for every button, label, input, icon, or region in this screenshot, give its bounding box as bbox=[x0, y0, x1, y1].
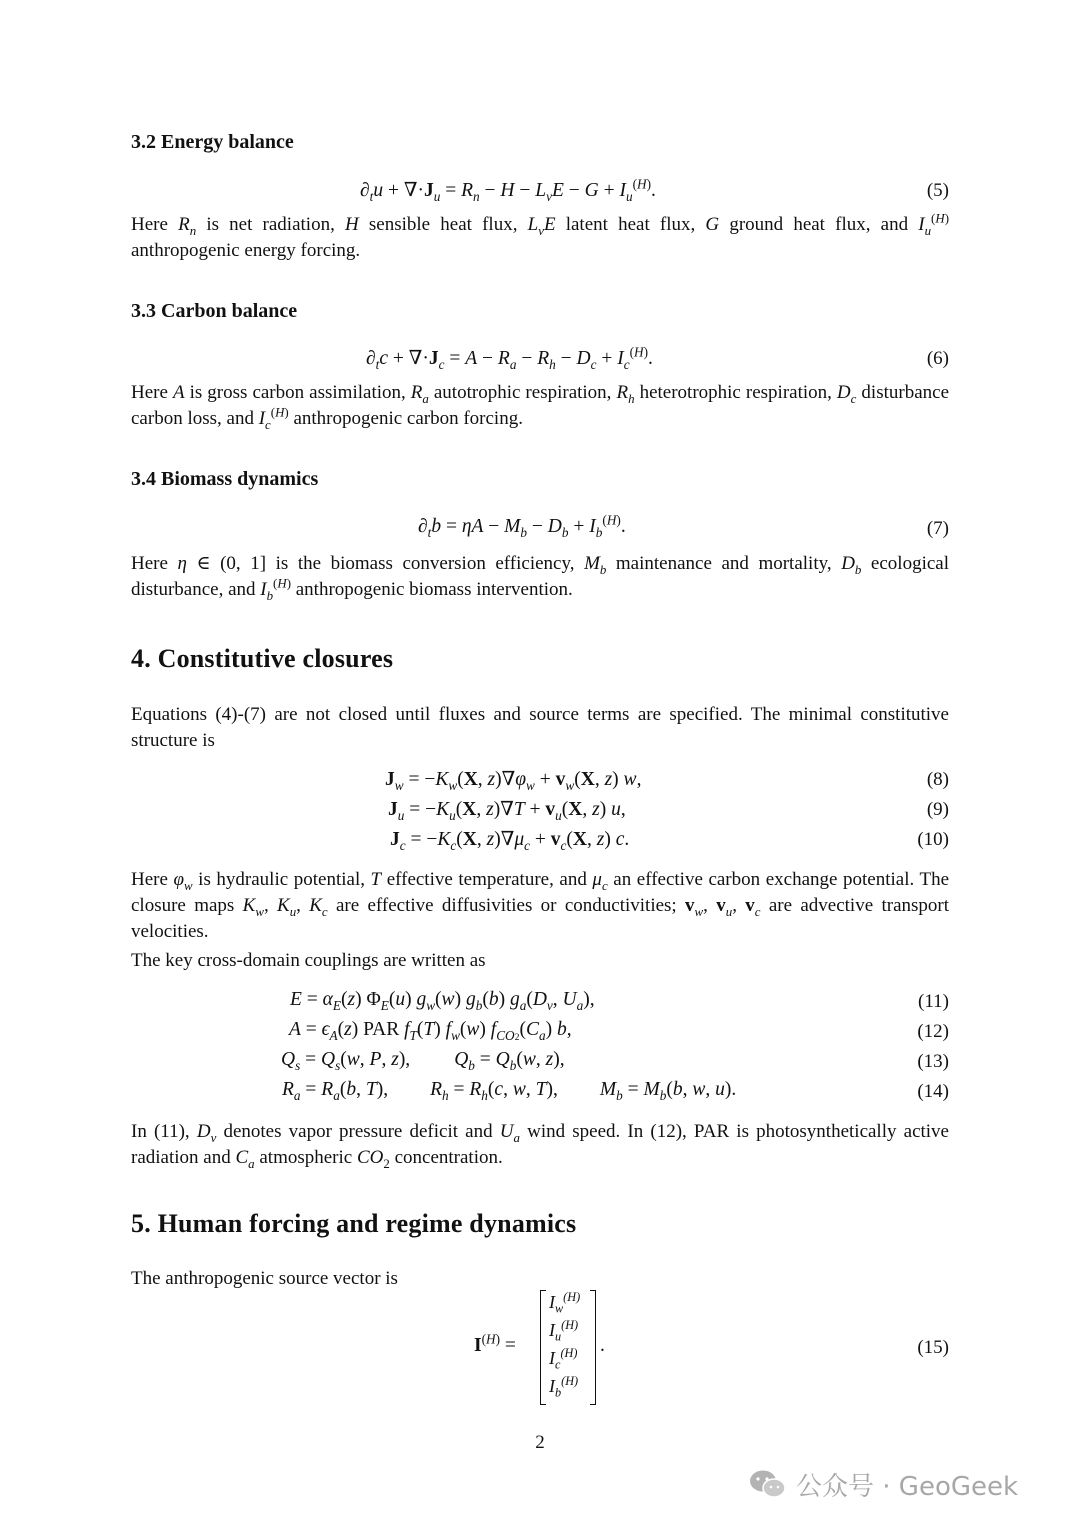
matrix-entry-c: $I_c^{(H)}$ bbox=[549, 1346, 578, 1372]
equation-14: $R_a = R_a(b$, T), $R_h = R_h(c$, w, T), $M_b = M_b(b$, w, u). bbox=[282, 1079, 737, 1103]
matrix-entry-b: $I_b^{(H)}$ bbox=[549, 1374, 579, 1400]
section-heading-3-4: 3.4 Biomass dynamics bbox=[131, 468, 319, 490]
equation-11: $E = \alpha_E(z)$ $\Phi_E(u)$ $g_w(w)$ $g_b(b)$ $g_a(D_v$, $U_a$), bbox=[290, 989, 595, 1013]
equation-13: $Q_s = Q_s(w$, P, z), $Q_b = Q_b(w$, z), bbox=[281, 1049, 565, 1073]
equation-number-7: (7) bbox=[926, 518, 949, 539]
page-number: 2 bbox=[535, 1432, 545, 1453]
equation-7: $\partial_tb = \eta A - M_b - D_b + I_b^{(H)}$. bbox=[418, 512, 626, 540]
paragraph-energy: Here $R_n$ is net radiation, H sensible heat flux, $L_vE$ latent heat flux, G ground heat flux, and $I_u^{(H)}$ anthropogenic energy forcing. bbox=[131, 210, 949, 261]
paragraph-carbon: Here A is gross carbon assimilation, $R_a$ autotrophic respiration, $R_h$ heterotrophic respiration, $D_c$ disturbance carbon loss, and $I_c^{(H)}$ anthropogenic carbon forcing. bbox=[131, 382, 949, 432]
equation-15-lhs: $I^{(H)}$ = bbox=[474, 1331, 516, 1356]
section-heading-3-2: 3.2 Energy balance bbox=[131, 131, 294, 153]
paragraph-source-vector: The anthropogenic source vector is bbox=[131, 1268, 398, 1289]
equation-9: $J_u = -K_u(X$, $z)\nabla T + v_u(X$, z) u, bbox=[388, 799, 626, 823]
equation-number-13: (13) bbox=[917, 1051, 949, 1072]
equation-number-12: (12) bbox=[917, 1021, 949, 1042]
wechat-icon bbox=[748, 1469, 788, 1499]
equation-number-11: (11) bbox=[918, 991, 949, 1012]
source-vector-matrix bbox=[540, 1290, 596, 1405]
equation-number-8: (8) bbox=[926, 769, 949, 790]
equation-8: $J_w = -K_w(X$, $z)\nabla\varphi_w + v_w(X$, z) w, bbox=[385, 769, 642, 793]
equation-number-15: (15) bbox=[917, 1337, 949, 1358]
paragraph-closures-intro: Equations (4)-(7) are not closed until fluxes and source terms are specified. The minimal constitutive structure is bbox=[131, 704, 949, 751]
paragraph-biomass: Here η ∈ (0, 1] is the biomass conversion efficiency, $M_b$ maintenance and mortality, $D_b$ ecological disturbance, and $I_b^{(H)}$ anthropogenic biomass intervention. bbox=[131, 553, 950, 603]
paragraph-coupling-notes: In (11), $D_v$ denotes vapor pressure deficit and $U_a$ wind speed. In (12), PAR is photosynthetically active radiation and $C_a$ atmospheric $CO_2$ concentration. bbox=[131, 1121, 949, 1171]
equation-number-9: (9) bbox=[926, 799, 949, 820]
equation-number-5: (5) bbox=[926, 180, 949, 201]
section-heading-3-3: 3.3 Carbon balance bbox=[131, 300, 298, 322]
equation-12: $A = \epsilon_A(z)$ PAR $f_T(T)$ $f_w(w)$ $f_{CO2}(C_a)$ b, bbox=[289, 1019, 572, 1043]
equation-5: $\partial_tu + \nabla\cdot J_u = R_n - H - L_vE - G + I_u^{(H)}$. bbox=[360, 176, 656, 204]
watermark-text: 公众号 · GeoGeek bbox=[796, 1471, 1019, 1502]
paragraph-closure-maps: Here $\varphi_w$ is hydraulic potential, T effective temperature, and $\mu_c$ an effective carbon exchange potential. The closure maps $K_w$, $K_u$, $K_c$ are effective diffusivities or conductivities; $v_w$, $v_u$, $v_c$ are advective transport velocities. bbox=[131, 869, 950, 942]
equation-15-period: . bbox=[600, 1335, 605, 1356]
watermark bbox=[748, 1466, 1018, 1502]
matrix-entry-w: $I_w^{(H)}$ bbox=[549, 1290, 581, 1316]
equation-6: $\partial_tc + \nabla\cdot J_c = A - R_a - R_h - D_c + I_c^{(H)}$. bbox=[366, 344, 653, 372]
paragraph-couplings-intro: The key cross-domain couplings are written as bbox=[131, 950, 486, 971]
equation-number-6: (6) bbox=[926, 348, 949, 369]
matrix-entry-u: $I_u^{(H)}$ bbox=[549, 1318, 579, 1344]
equation-number-14: (14) bbox=[917, 1081, 949, 1102]
section-heading-5: 5. Human forcing and regime dynamics bbox=[131, 1209, 577, 1238]
section-heading-4: 4. Constitutive closures bbox=[131, 644, 394, 673]
equation-number-10: (10) bbox=[917, 829, 949, 850]
equation-10: $J_c = -K_c(X$, $z)\nabla\mu_c + v_c(X$, z) c. bbox=[390, 829, 630, 853]
